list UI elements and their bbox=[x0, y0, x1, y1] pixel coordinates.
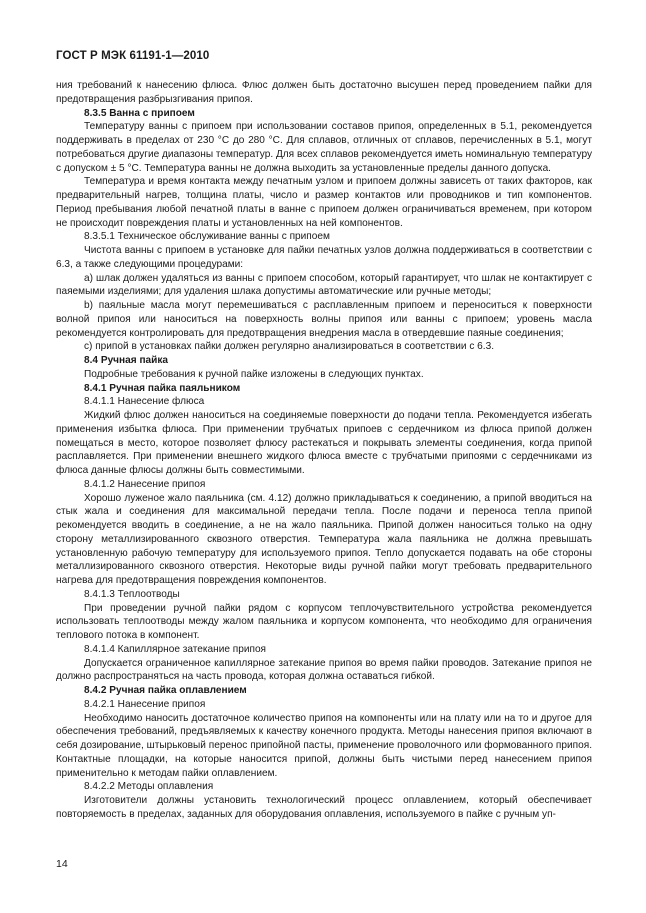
paragraph: Температуру ванны с припоем при использовании составов припоя, определенных в 5.1, рекомендуется поддерживать в пределах от 230 °C до 280 °C. Для сплавов, отличных от сплавов, перечисленных в 5.1, могут потребоваться другие диапазоны температур. Для всех сплавов рекомендуется иметь номинальную температуру с допуском ± 5 °C. Температура ванны не должна выходить за установленные пределы данного допуска. bbox=[56, 121, 592, 174]
page-header: ГОСТ Р МЭК 61191-1—2010 bbox=[56, 50, 210, 62]
paragraph: При проведении ручной пайки рядом с корпусом теплочувствительного устройства рекомендуется использовать теплоотводы между жалом паяльника и корпусом компонента, что необходимо для ограничения теплового потока в компонент. bbox=[56, 602, 592, 641]
list-item: с) припой в установках пайки должен регулярно анализироваться в соответствии с 6.3. bbox=[84, 341, 495, 353]
paragraph: Подробные требования к ручной пайке изложены в следующих пунктах. bbox=[84, 368, 424, 380]
subsection-heading: 8.3.5.1 Техническое обслуживание ванны с припоем bbox=[84, 231, 330, 243]
section-heading: 8.4.2 Ручная пайка оплавлением bbox=[84, 685, 247, 696]
section-heading: 8.4.1 Ручная пайка паяльником bbox=[84, 382, 241, 394]
list-item: а) шлак должен удаляться из ванны с припоем способом, который гарантирует, что шлак не контактирует с паяемыми изделиями; для удаления шлака допустимы автоматические или ручные методы; bbox=[56, 272, 592, 298]
subsection-heading: 8.4.1.2 Нанесение припоя bbox=[84, 478, 206, 490]
paragraph: Допускается ограниченное капиллярное затекание припоя во время пайки проводов. Затекание припоя не должно распространяться на часть провода, которая должна оставаться гибкой. bbox=[56, 657, 592, 683]
paragraph: ния требований к нанесению флюса. Флюс должен быть достаточно высушен перед проведением пайки для предотвращения разбрызгивания припоя. bbox=[56, 80, 592, 105]
subsection-heading: 8.4.1.3 Теплоотводы bbox=[84, 588, 180, 600]
subsection-heading: 8.4.1.1 Нанесение флюса bbox=[84, 396, 205, 408]
paragraph: Температура и время контакта между печатным узлом и припоем должны зависеть от таких факторов, как предварительный нагрев, толщина платы, число и размер контактов или проводников и тип компонентов. Период пребывания любой печатной платы в ванне с припоем должен ограничиваться временем, при котором не происходит повреждения платы и установленных на ней компонентов. bbox=[56, 176, 592, 229]
paragraph: Необходимо наносить достаточное количество припоя на компоненты или на плату или на то и другое для обеспечения требований, предъявляемых к качеству конечного продукта. Методы нанесения припоя включают в себя дозирование, штырьковый перенос припойной пасты, применение проволочного или формованного припоя. Контактные площадки, на которые наносится припой, должны быть чистыми перед нанесением припоя применительно к методам пайки оплавлением. bbox=[56, 712, 592, 779]
subsection-heading: 8.4.2.1 Нанесение припоя bbox=[84, 698, 206, 710]
page-number: 14 bbox=[56, 858, 68, 870]
subsection-heading: 8.4.2.2 Методы оплавления bbox=[84, 781, 214, 793]
section-heading: 8.3.5 Ванна с припоем bbox=[84, 107, 195, 119]
subsection-heading: 8.4.1.4 Капиллярное затекание припоя bbox=[84, 643, 267, 655]
paragraph: Изготовители должны установить технологический процесс оплавлением, который обеспечивает повторяемость в пределах, заданных для оборудования оплавления, используемого в пайке с ручным уп- bbox=[56, 795, 592, 820]
list-item: b) паяльные масла могут перемешиваться с расплавленным припоем и переноситься к поверхности волной припоя или наноситься на поверхность волны припоя или ванны с припоем; уровень масла рекомендуется контролировать для предотвращения внедрения масла в отвердевшие паяные соединения; bbox=[56, 300, 592, 339]
paragraph: Жидкий флюс должен наноситься на соединяемые поверхности до подачи тепла. Рекомендуется избегать применения избытка флюса. При применении трубчатых припоев с сердечником из флюса припой должен помещаться в место, которое позволяет флюсу растекаться и покрывать элементы соединения, когда припой расплавляется. При применении внешнего жидкого флюса вместе с трубчатыми припоями с сердечниками из флюса данные флюсы должны быть совместимыми. bbox=[56, 410, 592, 476]
paragraph: Хорошо луженое жало паяльника (см. 4.12) должно прикладываться к соединению, а припой вводиться на стык жала и соединения для максимальной передачи тепла. После подачи и переноса тепла припой рекомендуется вводить в соединение, а не на жало паяльника. Припой должен наноситься только на одну сторону металлизированного сквозного отверстия. Температура жала паяльника не должна превышать установленную рабочую температуру для используемого припоя. Тепло допускается подавать на обе стороны металлизированного сквозного отверстия. Некоторые виды ручной пайки могут требовать предварительного нагрева для предотвращения повреждения компонентов. bbox=[56, 492, 592, 586]
section-heading: 8.4 Ручная пайка bbox=[84, 355, 169, 366]
paragraph: Чистота ванны с припоем в установке для пайки печатных узлов должна поддерживаться в соответствии с 6.3, а также следующими процедурами: bbox=[56, 245, 592, 270]
document-body bbox=[56, 79, 592, 822]
